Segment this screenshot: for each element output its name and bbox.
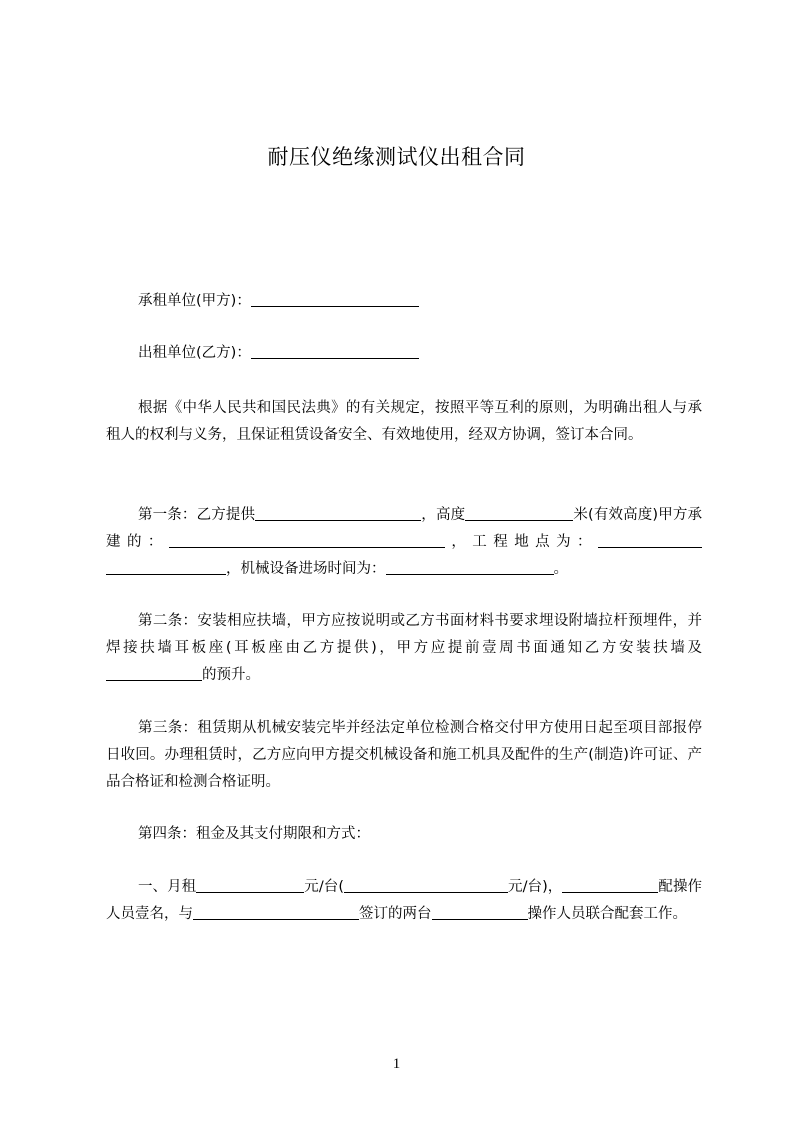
article1-text-4: ，工程地点为： bbox=[444, 534, 599, 550]
article1-text-6: 。 bbox=[553, 561, 568, 577]
lessee-field bbox=[106, 288, 702, 315]
article2-blank[interactable] bbox=[106, 664, 202, 681]
article1-text-3: 米(有效高度)甲方承建的： bbox=[106, 507, 702, 550]
lessor-label: 出租单位(乙方)： bbox=[138, 345, 251, 361]
lessor-blank[interactable] bbox=[251, 342, 419, 359]
article-4 bbox=[106, 821, 702, 848]
entry-time-blank[interactable] bbox=[386, 558, 554, 575]
article-1 bbox=[106, 502, 702, 583]
item1-blank-4[interactable] bbox=[193, 903, 359, 920]
preamble-paragraph bbox=[106, 395, 702, 449]
item1-text-3: 元/台)， bbox=[507, 879, 563, 895]
article1-text-5: ，机械设备进场时间为： bbox=[226, 561, 386, 577]
article-3 bbox=[106, 715, 702, 796]
lessee-blank[interactable] bbox=[251, 290, 419, 307]
item1-blank-5[interactable] bbox=[432, 903, 528, 920]
rent-item-1 bbox=[106, 874, 702, 928]
article2-text-1: 第二条：安装相应扶墙，甲方应按说明或乙方书面材料书要求埋设附墙拉杆预埋件，并焊接扶墙耳板座(耳板座由乙方提供)，甲方应提前壹周书面通知乙方安装扶墙及 bbox=[106, 613, 702, 656]
height-blank[interactable] bbox=[465, 504, 573, 521]
item1-text-5: 签订的两台 bbox=[359, 906, 432, 922]
item1-text-1: 一、月租 bbox=[138, 879, 197, 895]
item1-blank-3[interactable] bbox=[562, 876, 658, 893]
preamble-text: 根据《中华人民共和国民法典》的有关规定，按照平等互利的原则，为明确出租人与承租人的权利与义务，且保证租赁设备安全、有效地使用，经双方协调，签订本合同。 bbox=[106, 400, 702, 443]
article3-text: 第三条：租赁期从机械安装完毕并经法定单位检测合格交付甲方使用日起至项目部报停日收回。办理租赁时，乙方应向甲方提交机械设备和施工机具及配件的生产(制造)许可证、产品合格证和检测合格证明。 bbox=[106, 720, 702, 790]
monthly-rent-blank[interactable] bbox=[196, 876, 304, 893]
article2-text-2: 的预升。 bbox=[202, 667, 260, 683]
item1-text-4: 配操作人员壹名，与 bbox=[106, 879, 703, 922]
page-number: 1 bbox=[392, 1056, 401, 1072]
article1-text-1: 第一条：乙方提供 bbox=[138, 507, 256, 523]
article-2 bbox=[106, 608, 702, 689]
article4-text: 第四条：租金及其支付期限和方式： bbox=[138, 826, 370, 842]
equipment-blank[interactable] bbox=[255, 504, 421, 521]
project-blank[interactable] bbox=[169, 531, 445, 548]
article1-text-2: ，高度 bbox=[421, 507, 466, 523]
item1-text-6: 操作人员联合配套工作。 bbox=[527, 906, 687, 922]
site-blank-2[interactable] bbox=[106, 558, 226, 575]
document-title: 耐压仪绝缘测试仪出租合同 bbox=[267, 145, 526, 169]
site-blank-1[interactable] bbox=[598, 531, 702, 548]
item1-text-2: 元/台( bbox=[304, 879, 344, 895]
rent-words-blank[interactable] bbox=[344, 876, 508, 893]
lessee-label: 承租单位(甲方)： bbox=[138, 293, 251, 309]
lessor-field bbox=[106, 340, 702, 367]
